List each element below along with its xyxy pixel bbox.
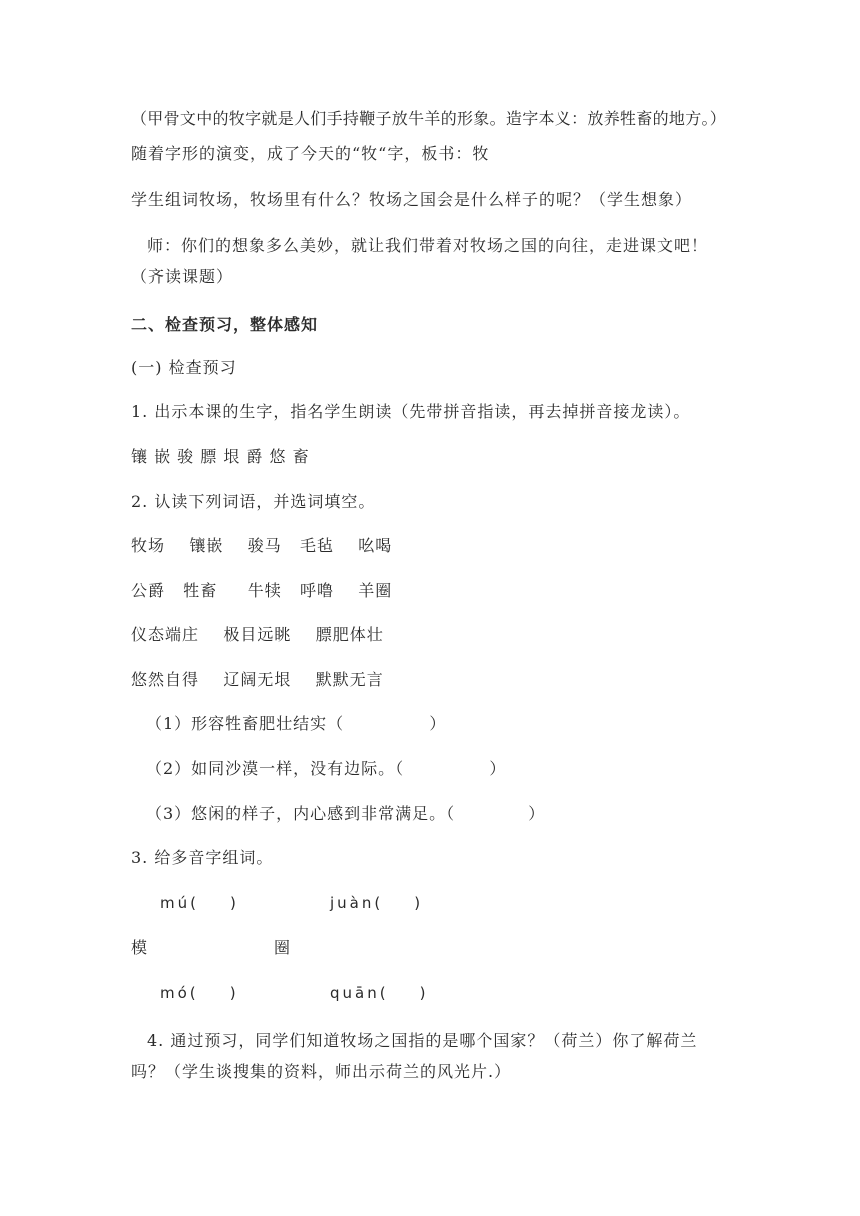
fill-blank-item-2: （2）如同沙漠一样，没有边际。（ ）: [146, 759, 507, 778]
paragraph-student-word-building: 学生组词牧场，牧场里有什么？牧场之国会是什么样子的呢？（学生想象）: [131, 190, 693, 209]
fill-blank-item-1: （1）形容牲畜肥壮结实（ ）: [146, 714, 447, 733]
polyphonic-char-mo: 模: [131, 938, 149, 957]
polyphonic-char-quan: 圈: [274, 938, 292, 957]
fill-blank-item-3: （3）悠闲的样子，内心感到非常满足。（ ）: [146, 804, 546, 823]
task-2-read-words: 2. 认读下列词语，并选词填空。: [131, 492, 376, 511]
paragraph-oracle-bone-note: （甲骨文中的牧字就是人们手持鞭子放牛羊的形象。造字本义：放养牲畜的地方。）: [131, 109, 727, 128]
task-3-polyphonic: 3. 给多音字组词。: [131, 848, 274, 867]
task-1-new-characters: 1. 出示本课的生字，指名学生朗读（先带拼音指读，再去掉拼音接龙读）。: [131, 402, 691, 421]
word-row-2: 公爵 牲畜 牛犊 呼噜 羊圈: [131, 581, 393, 600]
pinyin-juan-blank: juàn( ): [330, 894, 424, 912]
section-heading-preview-check: 二、检查预习，整体感知: [131, 315, 319, 334]
word-row-4: 悠然自得 辽阔无垠 默默无言: [131, 670, 384, 689]
pinyin-quan-blank: quān( ): [330, 984, 429, 1002]
pinyin-mu-blank: mú( ): [160, 894, 239, 912]
paragraph-glyph-evolution: 随着字形的演变，成了今天的“牧“字，板书：牧: [131, 144, 490, 163]
word-row-3: 仪态端庄 极目远眺 膘肥体壮: [131, 625, 384, 644]
word-row-1: 牧场 镶嵌 骏马 毛毡 吆喝: [131, 536, 393, 555]
subsection-heading-check-preview: (一) 检查预习: [131, 358, 237, 377]
pinyin-mo-blank: mó( ): [160, 984, 239, 1002]
paragraph-teacher-intro: 师：你们的想象多么美妙，就让我们带着对牧场之国的向往，走进课文吧！（齐读课题）: [131, 236, 709, 286]
task-4-netherlands: 4. 通过预习，同学们知道牧场之国指的是哪个国家？（荷兰）你了解荷兰吗？（学生谈搜集的资料，师出示荷兰的风光片.）: [131, 1031, 698, 1081]
new-characters-list: 镶 嵌 骏 膘 垠 爵 悠 畜: [131, 447, 310, 466]
